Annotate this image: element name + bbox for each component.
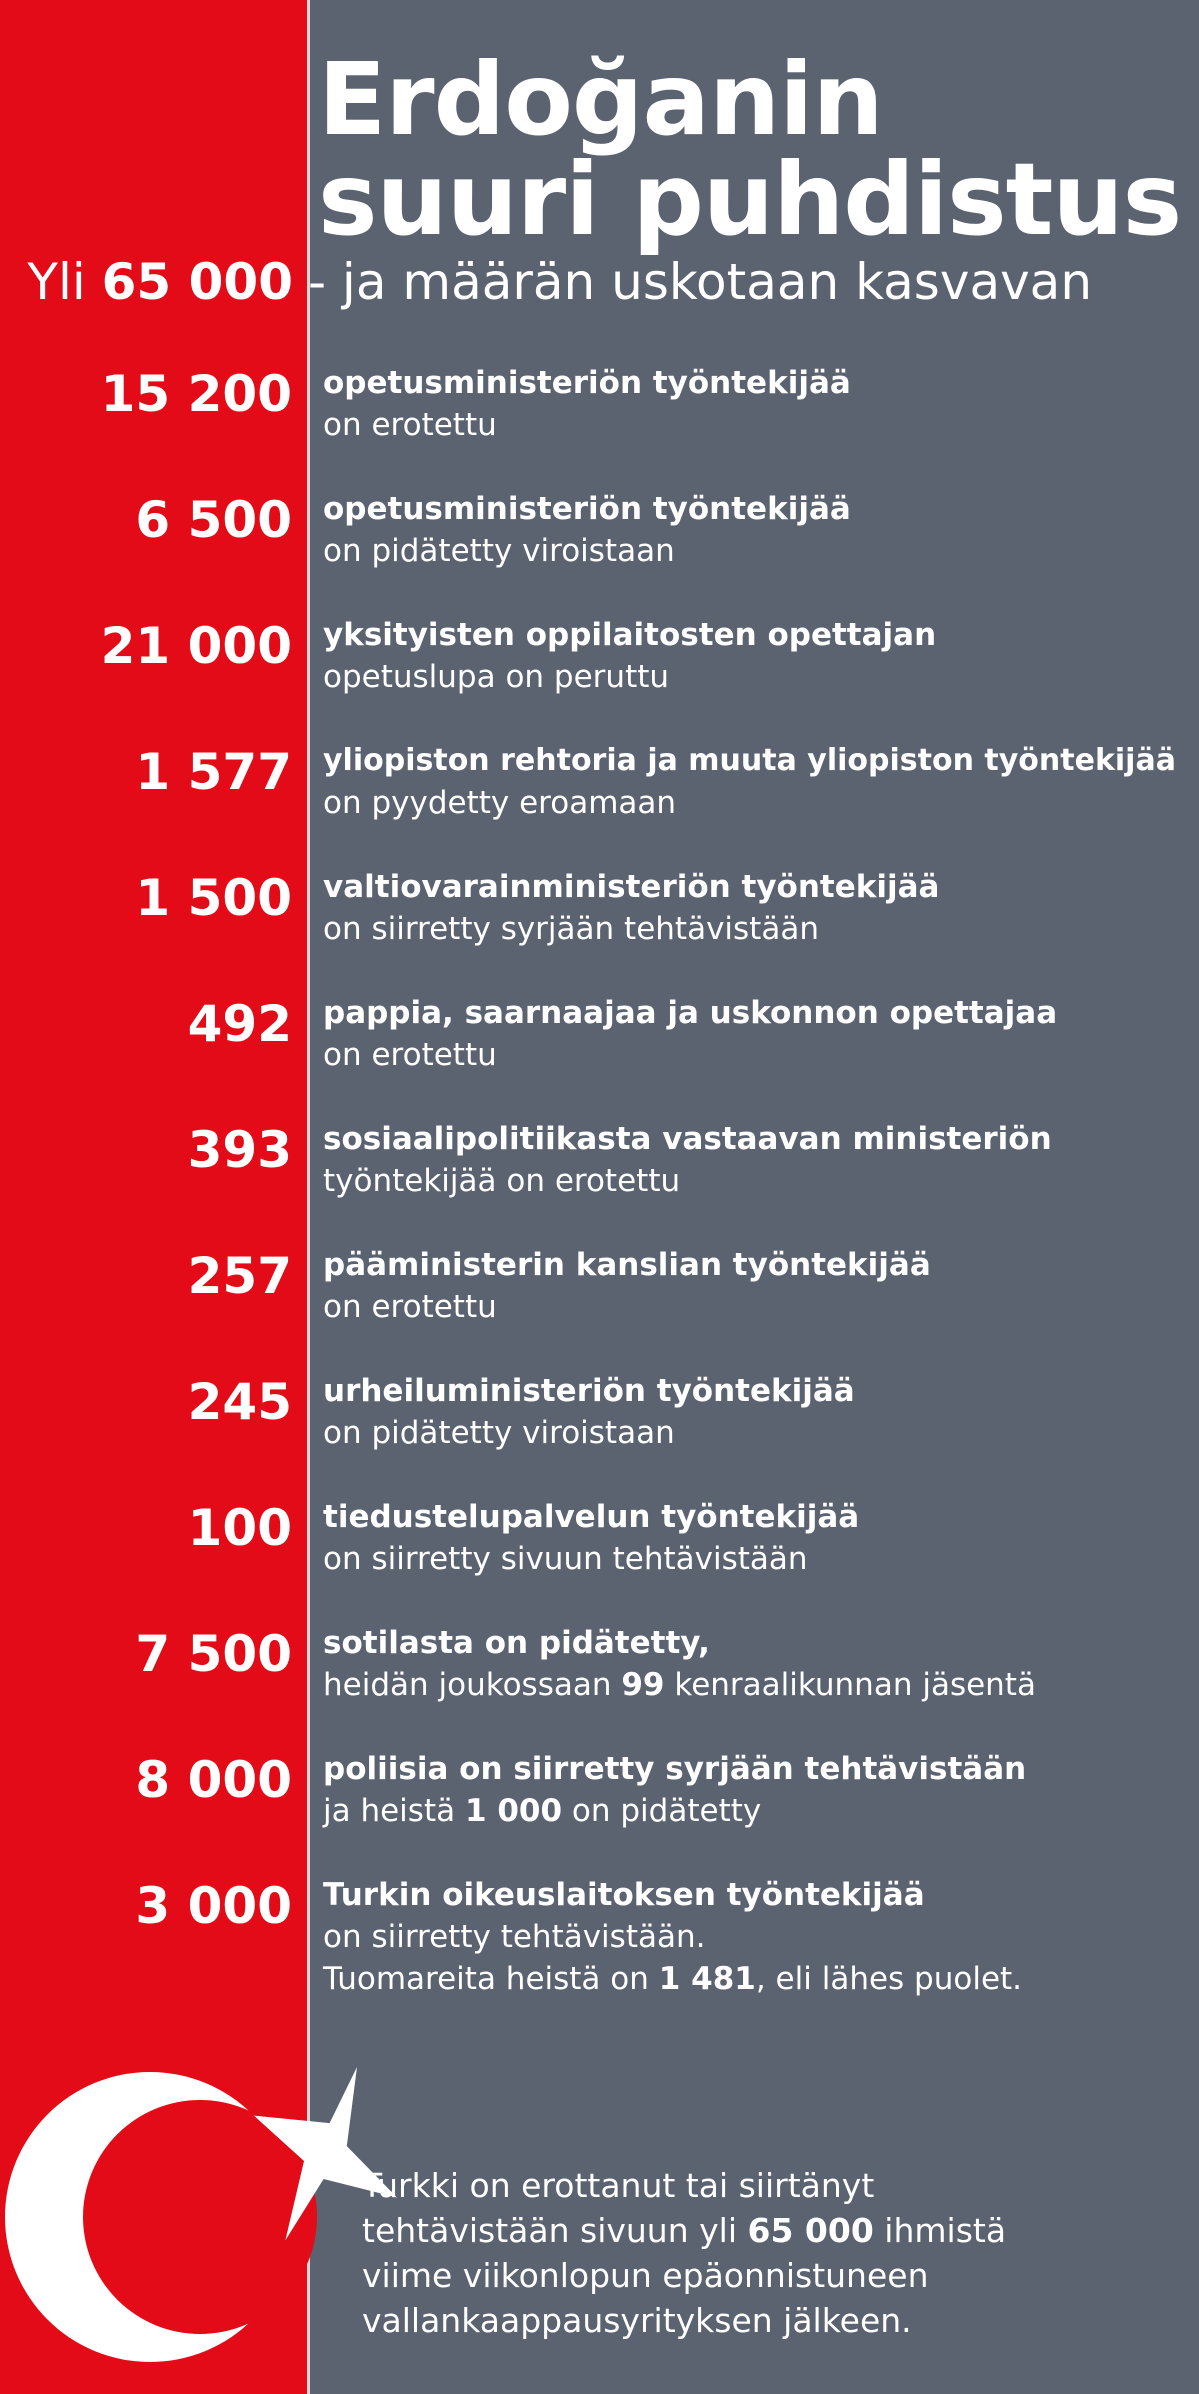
footer-text [362,2163,1006,2343]
stat-line-2: on pyydetty eroamaan [323,785,677,821]
stat-number: 100 [187,1499,292,1557]
stat-description [323,1748,1026,1832]
stat-line-2: on pidätetty viroistaan [323,533,675,569]
stat-line-2: on siirretty syrjään tehtävistään [323,911,819,947]
stat-line-1: yliopiston rehtoria ja muuta yliopiston työntekijää [323,743,1176,778]
subtitle-number: 65 000 [101,253,293,311]
stat-line-2-highlight: 1 000 [464,1793,563,1829]
stat-line-1: sosiaalipolitiikasta vastaavan ministeriön [323,1121,1052,1157]
footer-line-2-highlight: 65 000 [747,2211,874,2250]
stat-number: 8 000 [135,1751,292,1809]
stat-number: 1 577 [135,743,292,801]
stat-line-3-start: Tuomareita heistä on [323,1961,649,1997]
stat-line-2: on erotettu [323,1037,497,1073]
stat-description [323,1370,855,1454]
stat-line-1: opetusministeriön työntekijää [323,365,851,401]
stat-line-1: poliisia on siirretty syrjään tehtävistään [323,1751,1027,1787]
stat-line-1: pappia, saarnaajaa ja uskonnon opettajaa [323,995,1058,1031]
stat-line-2-highlight: 99 [621,1667,665,1703]
subtitle-suffix: - ja määrän uskotaan kasvavan [308,253,1093,311]
subtitle-prefix: Yli [27,253,86,311]
stat-description [323,488,851,572]
turkish-flag-graphic [0,2020,420,2394]
stat-row [0,1748,1199,1858]
stat-line-2-end: kenraalikunnan jäsentä [674,1667,1036,1703]
stat-description [323,1874,1022,2000]
stat-description [323,992,1057,1076]
footer-line-3: viime viikonlopun epäonnistuneen [362,2256,929,2295]
stat-row [0,1874,1199,2024]
stat-row [0,992,1199,1102]
stat-number: 7 500 [135,1625,292,1683]
stat-line-2: opetuslupa on peruttu [323,659,670,695]
stat-line-1: urheiluministeriön työntekijää [323,1373,855,1409]
stat-row [0,1118,1199,1228]
stat-line-2: työntekijää on erotettu [323,1163,681,1199]
stat-number: 257 [187,1247,292,1305]
stat-line-2: on erotettu [323,407,497,443]
stat-line-3-end: , eli lähes puolet. [755,1961,1023,1997]
subtitle-total [0,252,293,312]
title-line-2: suuri puhdistus [318,141,1182,258]
stat-line-1: tiedustelupalvelun työntekijää [323,1499,860,1535]
stat-number: 3 000 [135,1877,292,1935]
stat-line-3 [323,1958,1022,2000]
stat-row [0,614,1199,724]
stat-row [0,1370,1199,1480]
stat-row [0,1244,1199,1354]
stat-row [0,488,1199,598]
stat-row [0,1622,1199,1732]
stat-line-2-start: heidän joukossaan [323,1667,612,1703]
stat-number: 1 500 [135,869,292,927]
stat-line-2 [323,1790,1026,1832]
title-line-1: Erdoğanin [318,41,883,158]
stat-line-3-highlight: 1 481 [658,1961,756,1997]
stat-number: 245 [187,1373,292,1431]
footer-line-2-end: ihmistä [884,2211,1007,2250]
stat-number: 492 [187,995,292,1053]
stat-row [0,362,1199,472]
stat-row [0,740,1199,850]
stat-number: 15 200 [100,365,292,423]
stat-description [323,866,939,950]
stat-description [323,1622,1036,1706]
stat-line-2: on erotettu [323,1289,497,1325]
stat-description [323,1118,1052,1202]
stat-description [323,362,851,446]
stat-number: 393 [187,1121,292,1179]
stat-number: 6 500 [135,491,292,549]
stat-description [323,1244,931,1328]
stat-line-2: on pidätetty viroistaan [323,1415,675,1451]
stat-line-2-end: on pidätetty [571,1793,762,1829]
stat-line-2: on siirretty tehtävistään. [323,1919,706,1955]
stat-line-1: valtiovarainministeriön työntekijää [323,869,940,905]
stat-number: 21 000 [100,617,292,675]
stat-line-1: sotilasta on pidätetty, [323,1625,710,1661]
footer-line-2 [362,2208,1006,2253]
stat-description [323,1496,859,1580]
stat-line-2-start: ja heistä [323,1793,456,1829]
stat-description [323,740,1176,824]
footer-line-4: vallankaappausyrityksen jälkeen. [362,2301,912,2340]
stat-line-1: Turkin oikeuslaitoksen työntekijää [323,1877,925,1913]
stat-line-2 [323,1664,1036,1706]
footer-line-2-start: tehtävistään sivuun yli [362,2211,737,2250]
footer-line-1: Turkki on erottanut tai siirtänyt [362,2166,875,2205]
stat-row [0,1496,1199,1606]
stat-line-1: opetusministeriön työntekijää [323,491,851,527]
stat-description [323,614,936,698]
stat-row [0,866,1199,976]
stat-line-1: yksityisten oppilaitosten opettajan [323,617,937,653]
stat-line-2: on siirretty sivuun tehtävistään [323,1541,808,1577]
stat-line-1: pääministerin kanslian työntekijää [323,1247,931,1283]
